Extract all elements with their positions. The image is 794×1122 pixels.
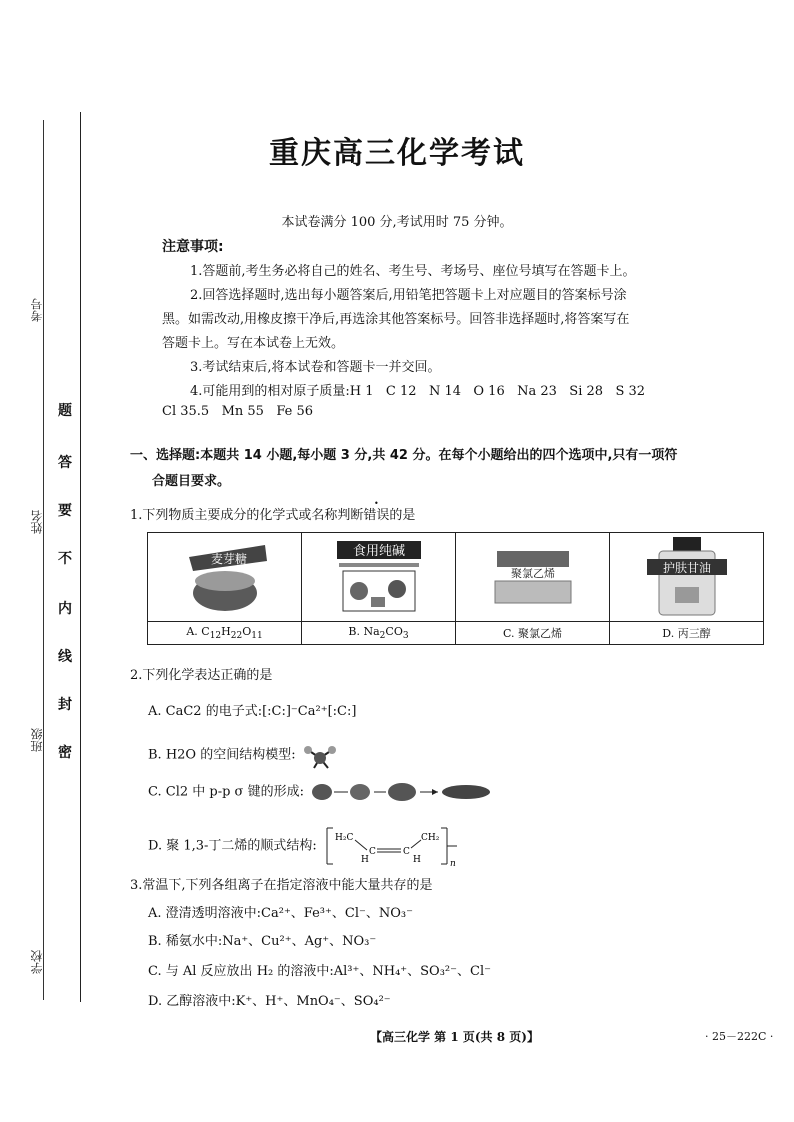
note-4-cont: Cl 35.5 Mn 55 Fe 56 [162, 404, 314, 419]
maltose-picture [175, 537, 275, 617]
q3-option-c: C. 与 Al 反应放出 H₂ 的溶液中:Al³⁺、NH₄⁺、SO₃²⁻、Cl⁻ [148, 964, 491, 979]
pvc-label: 聚氯乙烯 [510, 567, 555, 580]
section-heading [130, 443, 770, 495]
seal-char: 封 [58, 697, 72, 713]
q1-image-cell-d [610, 533, 764, 622]
notes-heading: 注意事项: [162, 239, 224, 255]
q2-option-d [148, 826, 471, 866]
binding-line-outer [43, 120, 44, 1000]
seal-char: 线 [58, 649, 72, 665]
note-2: 2.回答选择题时,选出每小题答案后,用铅笔把答题卡上对应题目的答案标号涂 [190, 288, 627, 303]
exam-code: · 25－222C · [705, 1030, 774, 1043]
q1-option-a: A. $C_{12}H_{22}O_{11}$ [148, 622, 302, 645]
page-footer: 【高三化学 第 1 页(共 8 页)】 [370, 1030, 539, 1044]
q2-option-b [148, 740, 340, 770]
glycerin-label: 护肤甘油 [662, 561, 711, 575]
question-3-stem: 3.常温下,下列各组离子在指定溶液中能大量共存的是 [130, 878, 433, 893]
q1-image-cell-a [148, 533, 302, 622]
svg-text:H: H [412, 855, 421, 865]
class-label: 班级 [30, 728, 44, 752]
q1-option-b: B. $Na_2CO_3$ [302, 622, 456, 645]
q1-image-cell-c [456, 533, 610, 622]
seal-char: 答 [58, 455, 72, 471]
svg-text:n: n [449, 859, 456, 866]
q3-option-d: D. 乙醇溶液中:K⁺、H⁺、MnO₄⁻、SO₄²⁻ [148, 994, 391, 1009]
q3-option-b: B. 稀氨水中:Na⁺、Cu²⁺、Ag⁺、NO₃⁻ [148, 934, 377, 949]
svg-text:CH₂: CH₂ [420, 833, 440, 843]
note-2-cont2: 答题卡上。写在本试卷上无效。 [162, 336, 345, 351]
q2-option-c [148, 780, 508, 804]
note-1: 1.答题前,考生务必将自己的姓名、考生号、考场号、座位号填写在答题卡上。 [190, 264, 636, 279]
q2-option-a: A. CaC2 的电子式:[:C:]⁻Ca²⁺[:C:] [148, 704, 357, 719]
soda-ash-picture [329, 537, 429, 617]
seal-char: 题 [58, 403, 72, 419]
exam-info: 本试卷满分 100 分,考试用时 75 分钟。 [281, 215, 513, 230]
q1-stem-emphasis: 错误 [363, 508, 390, 523]
q1-stem-post: 的是 [389, 508, 416, 523]
svg-text:H₂C: H₂C [334, 833, 354, 843]
sigma-bond-diagram [308, 780, 508, 804]
svg-text:C: C [402, 847, 410, 857]
q1-image-cell-b [302, 533, 456, 622]
soda-ash-label: 食用纯碱 [352, 544, 405, 559]
school-label: 学校 [30, 950, 44, 974]
binding-line-inner [80, 112, 81, 1002]
seal-char: 要 [58, 503, 72, 519]
note-4: 4.可能用到的相对原子质量:H 1 C 12 N 14 O 16 Na 23 Si 28 S 32 [190, 384, 646, 399]
svg-text:H: H [360, 855, 369, 865]
glycerin-picture [637, 537, 737, 617]
pvc-picture [483, 537, 583, 617]
section-line-2: 合题目要求。 [152, 474, 231, 489]
polybutadiene-structure [321, 826, 471, 866]
q1-stem-pre: 1.下列物质主要成分的化学式或名称判断 [130, 508, 364, 523]
section-line-1: 一、选择题:本题共 14 小题,每小题 3 分,共 42 分。在每个小题给出的四个选项中,只有一项符 [130, 448, 678, 463]
question-1-table [147, 532, 764, 645]
seal-char: 内 [58, 601, 72, 617]
q1-option-d: D. 丙三醇 [610, 622, 764, 645]
svg-text:C: C [368, 847, 376, 857]
water-molecule-model [300, 740, 340, 770]
seal-char: 密 [58, 745, 72, 761]
note-2-cont: 黑。如需改动,用橡皮擦干净后,再选涂其他答案标号。回答非选择题时,将答案写在 [162, 312, 630, 327]
q2-option-d-text: D. 聚 1,3-丁二烯的顺式结构: [148, 838, 317, 854]
id-label: 考号 [30, 298, 44, 322]
question-1-stem [130, 504, 415, 523]
question-2-stem: 2.下列化学表达正确的是 [130, 668, 273, 683]
name-label: 姓名 [30, 510, 44, 534]
note-3: 3.考试结束后,将本试卷和答题卡一并交回。 [190, 360, 441, 375]
q1-option-c: C. 聚氯乙烯 [456, 622, 610, 645]
page-title: 重庆高三化学考试 [269, 136, 525, 171]
maltose-label: 麦芽糖 [210, 552, 247, 566]
q2-option-b-text: B. H2O 的空间结构模型: [148, 747, 296, 763]
seal-char: 不 [58, 551, 72, 567]
q2-option-c-text: C. Cl2 中 p-p σ 键的形成: [148, 784, 304, 800]
q3-option-a: A. 澄清透明溶液中:Ca²⁺、Fe³⁺、Cl⁻、NO₃⁻ [148, 906, 413, 921]
